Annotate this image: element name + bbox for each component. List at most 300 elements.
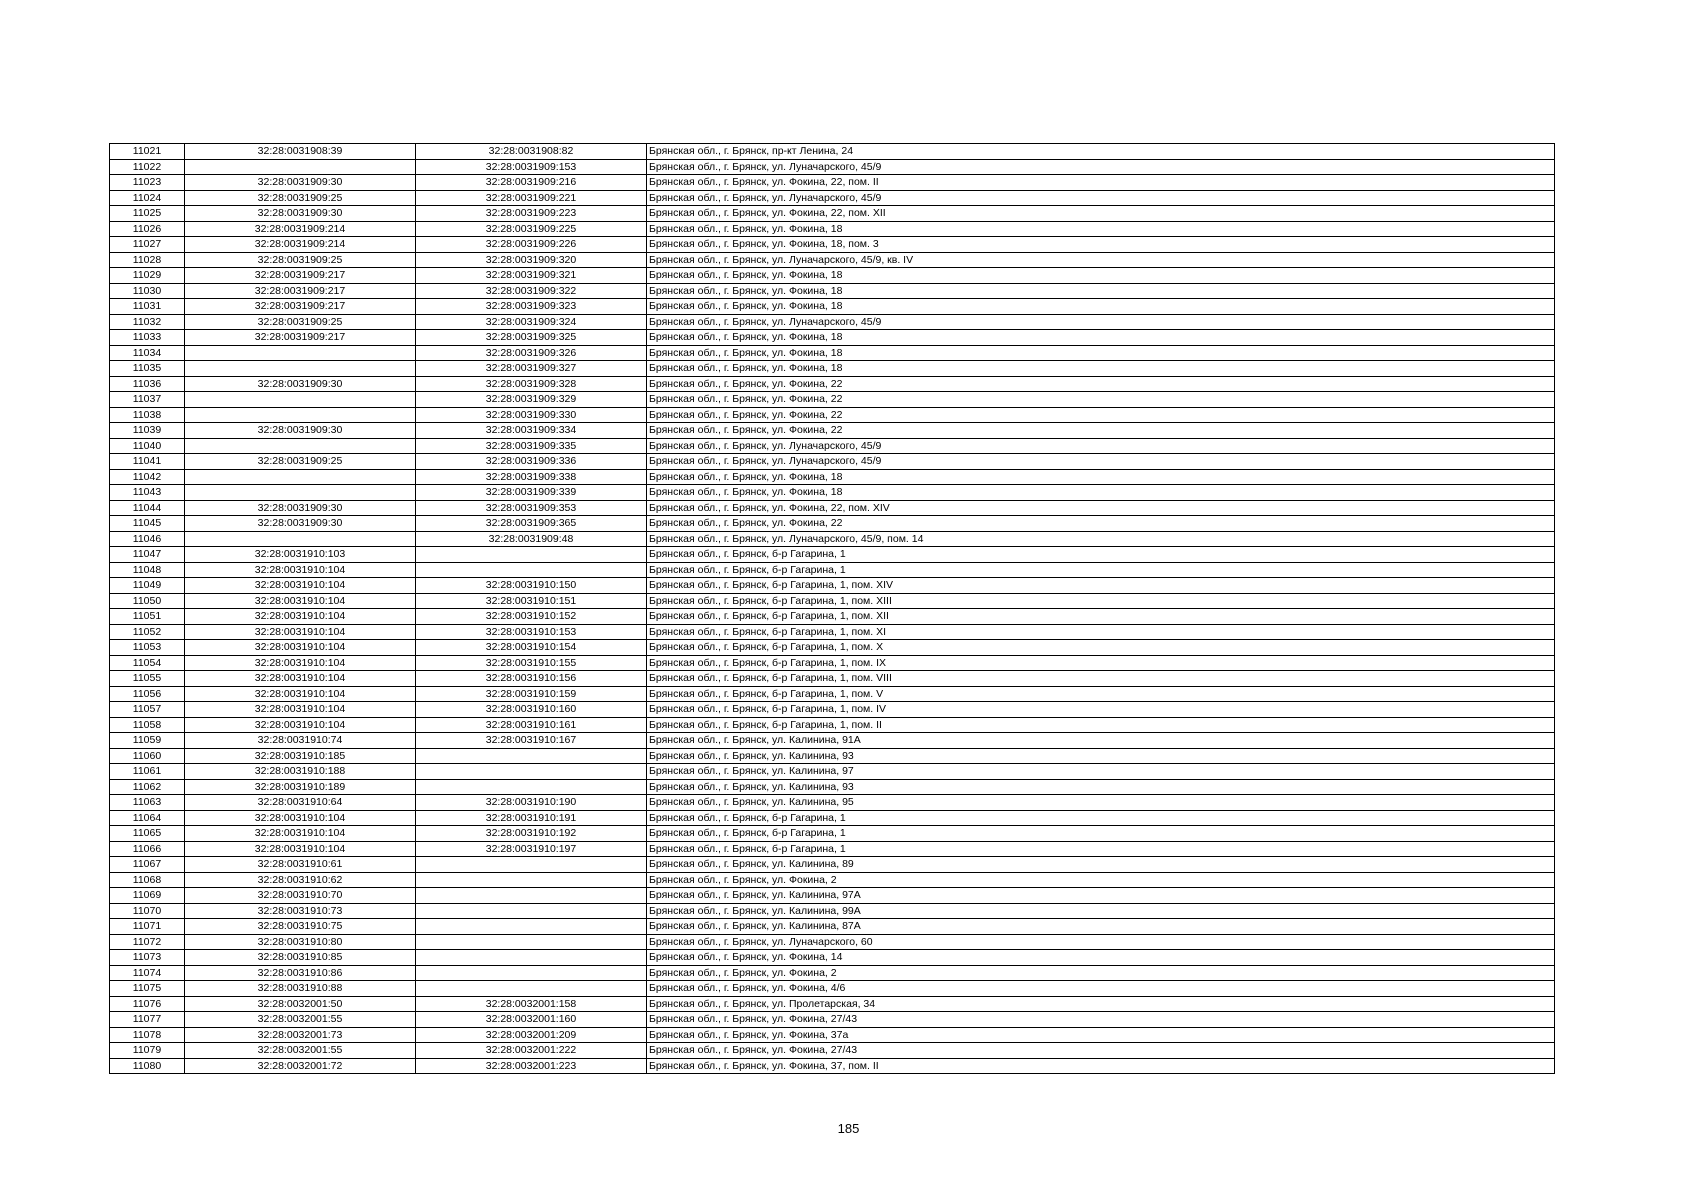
table-row — [110, 671, 1555, 687]
building-cadastral-cell — [416, 764, 647, 780]
row-number-cell: 11057 — [110, 702, 185, 718]
land-plot-cadastral-cell: 32:28:0031910:189 — [185, 779, 416, 795]
address-cell: Брянская обл., г. Брянск, ул. Фокина, 18 — [647, 221, 1555, 237]
address-cell: Брянская обл., г. Брянск, б-р Гагарина, 1, пом. II — [647, 717, 1555, 733]
land-plot-cadastral-cell: 32:28:0031910:188 — [185, 764, 416, 780]
row-number-cell: 11034 — [110, 345, 185, 361]
land-plot-cadastral-cell: 32:28:0031909:25 — [185, 252, 416, 268]
building-cadastral-cell: 32:28:0031909:330 — [416, 407, 647, 423]
table-row — [110, 795, 1555, 811]
table-row — [110, 531, 1555, 547]
land-plot-cadastral-cell — [185, 345, 416, 361]
building-cadastral-cell: 32:28:0031909:48 — [416, 531, 647, 547]
address-cell: Брянская обл., г. Брянск, ул. Фокина, 14 — [647, 950, 1555, 966]
table-row — [110, 965, 1555, 981]
building-cadastral-cell: 32:28:0031909:336 — [416, 454, 647, 470]
row-number-cell: 11045 — [110, 516, 185, 532]
row-number-cell: 11031 — [110, 299, 185, 315]
building-cadastral-cell: 32:28:0032001:223 — [416, 1058, 647, 1074]
row-number-cell: 11036 — [110, 376, 185, 392]
address-cell: Брянская обл., г. Брянск, ул. Луначарского, 45/9, кв. IV — [647, 252, 1555, 268]
row-number-cell: 11030 — [110, 283, 185, 299]
address-cell: Брянская обл., г. Брянск, ул. Фокина, 37а — [647, 1027, 1555, 1043]
page-number: 185 — [837, 1121, 860, 1136]
land-plot-cadastral-cell: 32:28:0031910:104 — [185, 593, 416, 609]
table-row — [110, 779, 1555, 795]
land-plot-cadastral-cell — [185, 159, 416, 175]
address-cell: Брянская обл., г. Брянск, ул. Калинина, 93 — [647, 748, 1555, 764]
land-plot-cadastral-cell: 32:28:0031910:85 — [185, 950, 416, 966]
land-plot-cadastral-cell: 32:28:0031909:217 — [185, 299, 416, 315]
table-row — [110, 206, 1555, 222]
address-cell: Брянская обл., г. Брянск, б-р Гагарина, 1, пом. IV — [647, 702, 1555, 718]
building-cadastral-cell: 32:28:0031910:159 — [416, 686, 647, 702]
land-plot-cadastral-cell: 32:28:0032001:55 — [185, 1012, 416, 1028]
table-row — [110, 159, 1555, 175]
address-cell: Брянская обл., г. Брянск, ул. Луначарского, 45/9 — [647, 454, 1555, 470]
address-cell: Брянская обл., г. Брянск, ул. Калинина, 87А — [647, 919, 1555, 935]
row-number-cell: 11047 — [110, 547, 185, 563]
row-number-cell: 11063 — [110, 795, 185, 811]
address-cell: Брянская обл., г. Брянск, ул. Луначарского, 60 — [647, 934, 1555, 950]
building-cadastral-cell: 32:28:0031909:321 — [416, 268, 647, 284]
table-row — [110, 1012, 1555, 1028]
row-number-cell: 11069 — [110, 888, 185, 904]
table-row — [110, 547, 1555, 563]
address-cell: Брянская обл., г. Брянск, ул. Фокина, 18 — [647, 361, 1555, 377]
table-row — [110, 764, 1555, 780]
row-number-cell: 11073 — [110, 950, 185, 966]
building-cadastral-cell: 32:28:0031909:324 — [416, 314, 647, 330]
land-plot-cadastral-cell: 32:28:0031910:64 — [185, 795, 416, 811]
row-number-cell: 11065 — [110, 826, 185, 842]
land-plot-cadastral-cell: 32:28:0031910:104 — [185, 640, 416, 656]
table-row — [110, 221, 1555, 237]
building-cadastral-cell: 32:28:0031910:150 — [416, 578, 647, 594]
address-cell: Брянская обл., г. Брянск, ул. Фокина, 22 — [647, 392, 1555, 408]
row-number-cell: 11051 — [110, 609, 185, 625]
address-cell: Брянская обл., г. Брянск, ул. Фокина, 18 — [647, 485, 1555, 501]
building-cadastral-cell: 32:28:0031909:334 — [416, 423, 647, 439]
row-number-cell: 11054 — [110, 655, 185, 671]
building-cadastral-cell: 32:28:0031910:153 — [416, 624, 647, 640]
table-row — [110, 903, 1555, 919]
land-plot-cadastral-cell: 32:28:0032001:50 — [185, 996, 416, 1012]
row-number-cell: 11040 — [110, 438, 185, 454]
address-cell: Брянская обл., г. Брянск, ул. Луначарского, 45/9 — [647, 190, 1555, 206]
row-number-cell: 11032 — [110, 314, 185, 330]
land-plot-cadastral-cell: 32:28:0031910:70 — [185, 888, 416, 904]
row-number-cell: 11074 — [110, 965, 185, 981]
land-plot-cadastral-cell: 32:28:0031910:62 — [185, 872, 416, 888]
address-cell: Брянская обл., г. Брянск, б-р Гагарина, 1 — [647, 547, 1555, 563]
building-cadastral-cell: 32:28:0031910:191 — [416, 810, 647, 826]
building-cadastral-cell: 32:28:0031909:153 — [416, 159, 647, 175]
land-plot-cadastral-cell: 32:28:0031910:104 — [185, 671, 416, 687]
table-row — [110, 144, 1555, 160]
building-cadastral-cell — [416, 981, 647, 997]
address-cell: Брянская обл., г. Брянск, ул. Луначарского, 45/9, пом. 14 — [647, 531, 1555, 547]
land-plot-cadastral-cell: 32:28:0031910:104 — [185, 826, 416, 842]
table-row — [110, 686, 1555, 702]
row-number-cell: 11023 — [110, 175, 185, 191]
table-row — [110, 593, 1555, 609]
table-row — [110, 175, 1555, 191]
land-plot-cadastral-cell: 32:28:0031909:30 — [185, 500, 416, 516]
row-number-cell: 11043 — [110, 485, 185, 501]
building-cadastral-cell: 32:28:0031909:323 — [416, 299, 647, 315]
land-plot-cadastral-cell: 32:28:0031910:104 — [185, 609, 416, 625]
property-table — [109, 143, 1555, 1074]
building-cadastral-cell — [416, 919, 647, 935]
land-plot-cadastral-cell: 32:28:0031910:104 — [185, 624, 416, 640]
land-plot-cadastral-cell: 32:28:0031910:104 — [185, 810, 416, 826]
building-cadastral-cell: 32:28:0031910:192 — [416, 826, 647, 842]
address-cell: Брянская обл., г. Брянск, ул. Фокина, 22 — [647, 407, 1555, 423]
table-row — [110, 655, 1555, 671]
land-plot-cadastral-cell: 32:28:0031909:30 — [185, 516, 416, 532]
row-number-cell: 11066 — [110, 841, 185, 857]
address-cell: Брянская обл., г. Брянск, ул. Луначарского, 45/9 — [647, 314, 1555, 330]
land-plot-cadastral-cell: 32:28:0031909:214 — [185, 221, 416, 237]
building-cadastral-cell: 32:28:0031909:320 — [416, 252, 647, 268]
address-cell: Брянская обл., г. Брянск, ул. Фокина, 37, пом. II — [647, 1058, 1555, 1074]
building-cadastral-cell — [416, 748, 647, 764]
row-number-cell: 11033 — [110, 330, 185, 346]
land-plot-cadastral-cell: 32:28:0031909:25 — [185, 314, 416, 330]
row-number-cell: 11038 — [110, 407, 185, 423]
building-cadastral-cell: 32:28:0031909:335 — [416, 438, 647, 454]
table-row — [110, 841, 1555, 857]
address-cell: Брянская обл., г. Брянск, б-р Гагарина, 1, пом. V — [647, 686, 1555, 702]
building-cadastral-cell: 32:28:0031910:155 — [416, 655, 647, 671]
address-cell: Брянская обл., г. Брянск, б-р Гагарина, 1, пом. XIV — [647, 578, 1555, 594]
building-cadastral-cell: 32:28:0031910:156 — [416, 671, 647, 687]
table-row — [110, 1058, 1555, 1074]
address-cell: Брянская обл., г. Брянск, ул. Фокина, 18, пом. 3 — [647, 237, 1555, 253]
address-cell: Брянская обл., г. Брянск, ул. Фокина, 22, пом. XII — [647, 206, 1555, 222]
building-cadastral-cell — [416, 950, 647, 966]
table-row — [110, 252, 1555, 268]
land-plot-cadastral-cell: 32:28:0031909:217 — [185, 330, 416, 346]
building-cadastral-cell: 32:28:0032001:222 — [416, 1043, 647, 1059]
land-plot-cadastral-cell: 32:28:0031910:104 — [185, 717, 416, 733]
address-cell: Брянская обл., г. Брянск, б-р Гагарина, 1 — [647, 562, 1555, 578]
table-row — [110, 857, 1555, 873]
address-cell: Брянская обл., г. Брянск, ул. Калинина, 89 — [647, 857, 1555, 873]
land-plot-cadastral-cell: 32:28:0031910:185 — [185, 748, 416, 764]
land-plot-cadastral-cell: 32:28:0031910:103 — [185, 547, 416, 563]
row-number-cell: 11046 — [110, 531, 185, 547]
address-cell: Брянская обл., г. Брянск, ул. Пролетарская, 34 — [647, 996, 1555, 1012]
land-plot-cadastral-cell: 32:28:0031909:25 — [185, 454, 416, 470]
land-plot-cadastral-cell — [185, 531, 416, 547]
land-plot-cadastral-cell: 32:28:0031909:214 — [185, 237, 416, 253]
address-cell: Брянская обл., г. Брянск, ул. Фокина, 18 — [647, 330, 1555, 346]
address-cell: Брянская обл., г. Брянск, ул. Луначарского, 45/9 — [647, 438, 1555, 454]
address-cell: Брянская обл., г. Брянск, ул. Фокина, 27/43 — [647, 1012, 1555, 1028]
table-row — [110, 1043, 1555, 1059]
address-cell: Брянская обл., г. Брянск, ул. Фокина, 18 — [647, 469, 1555, 485]
row-number-cell: 11068 — [110, 872, 185, 888]
building-cadastral-cell: 32:28:0031909:339 — [416, 485, 647, 501]
building-cadastral-cell: 32:28:0031910:160 — [416, 702, 647, 718]
row-number-cell: 11050 — [110, 593, 185, 609]
row-number-cell: 11076 — [110, 996, 185, 1012]
table-row — [110, 996, 1555, 1012]
table-row — [110, 702, 1555, 718]
land-plot-cadastral-cell: 32:28:0031910:104 — [185, 578, 416, 594]
land-plot-cadastral-cell: 32:28:0031908:39 — [185, 144, 416, 160]
row-number-cell: 11027 — [110, 237, 185, 253]
row-number-cell: 11025 — [110, 206, 185, 222]
building-cadastral-cell: 32:28:0032001:209 — [416, 1027, 647, 1043]
address-cell: Брянская обл., г. Брянск, ул. Калинина, 93 — [647, 779, 1555, 795]
land-plot-cadastral-cell: 32:28:0031909:25 — [185, 190, 416, 206]
row-number-cell: 11039 — [110, 423, 185, 439]
address-cell: Брянская обл., г. Брянск, ул. Фокина, 27/43 — [647, 1043, 1555, 1059]
table-row — [110, 299, 1555, 315]
building-cadastral-cell — [416, 934, 647, 950]
land-plot-cadastral-cell: 32:28:0031910:104 — [185, 655, 416, 671]
land-plot-cadastral-cell: 32:28:0031910:75 — [185, 919, 416, 935]
address-cell: Брянская обл., г. Брянск, ул. Фокина, 4/6 — [647, 981, 1555, 997]
building-cadastral-cell: 32:28:0031909:327 — [416, 361, 647, 377]
table-row — [110, 872, 1555, 888]
land-plot-cadastral-cell — [185, 407, 416, 423]
table-row — [110, 1027, 1555, 1043]
row-number-cell: 11055 — [110, 671, 185, 687]
table-row — [110, 407, 1555, 423]
address-cell: Брянская обл., г. Брянск, б-р Гагарина, 1, пом. VIII — [647, 671, 1555, 687]
row-number-cell: 11048 — [110, 562, 185, 578]
row-number-cell: 11049 — [110, 578, 185, 594]
table-row — [110, 190, 1555, 206]
table-row — [110, 361, 1555, 377]
table-row — [110, 609, 1555, 625]
row-number-cell: 11028 — [110, 252, 185, 268]
address-cell: Брянская обл., г. Брянск, б-р Гагарина, 1, пом. XI — [647, 624, 1555, 640]
row-number-cell: 11042 — [110, 469, 185, 485]
table-row — [110, 888, 1555, 904]
land-plot-cadastral-cell: 32:28:0031909:30 — [185, 175, 416, 191]
building-cadastral-cell: 32:28:0031909:338 — [416, 469, 647, 485]
table-row — [110, 810, 1555, 826]
land-plot-cadastral-cell: 32:28:0031909:30 — [185, 376, 416, 392]
table-row — [110, 717, 1555, 733]
row-number-cell: 11060 — [110, 748, 185, 764]
table-row — [110, 919, 1555, 935]
building-cadastral-cell: 32:28:0031910:161 — [416, 717, 647, 733]
row-number-cell: 11061 — [110, 764, 185, 780]
land-plot-cadastral-cell: 32:28:0031910:86 — [185, 965, 416, 981]
row-number-cell: 11064 — [110, 810, 185, 826]
address-cell: Брянская обл., г. Брянск, ул. Фокина, 18 — [647, 283, 1555, 299]
building-cadastral-cell: 32:28:0031909:223 — [416, 206, 647, 222]
row-number-cell: 11044 — [110, 500, 185, 516]
building-cadastral-cell — [416, 562, 647, 578]
address-cell: Брянская обл., г. Брянск, ул. Калинина, 99А — [647, 903, 1555, 919]
address-cell: Брянская обл., г. Брянск, ул. Фокина, 22, пом. II — [647, 175, 1555, 191]
table-row — [110, 934, 1555, 950]
land-plot-cadastral-cell — [185, 438, 416, 454]
address-cell: Брянская обл., г. Брянск, б-р Гагарина, 1 — [647, 810, 1555, 826]
row-number-cell: 11053 — [110, 640, 185, 656]
building-cadastral-cell: 32:28:0031909:216 — [416, 175, 647, 191]
address-cell: Брянская обл., г. Брянск, ул. Калинина, 97А — [647, 888, 1555, 904]
address-cell: Брянская обл., г. Брянск, ул. Фокина, 22, пом. XIV — [647, 500, 1555, 516]
address-cell: Брянская обл., г. Брянск, ул. Калинина, 95 — [647, 795, 1555, 811]
address-cell: Брянская обл., г. Брянск, ул. Фокина, 18 — [647, 268, 1555, 284]
land-plot-cadastral-cell — [185, 485, 416, 501]
address-cell: Брянская обл., г. Брянск, б-р Гагарина, 1, пом. XII — [647, 609, 1555, 625]
building-cadastral-cell: 32:28:0031910:167 — [416, 733, 647, 749]
land-plot-cadastral-cell — [185, 469, 416, 485]
table-row — [110, 624, 1555, 640]
row-number-cell: 11041 — [110, 454, 185, 470]
address-cell: Брянская обл., г. Брянск, б-р Гагарина, 1 — [647, 826, 1555, 842]
building-cadastral-cell: 32:28:0031910:190 — [416, 795, 647, 811]
building-cadastral-cell: 32:28:0031910:197 — [416, 841, 647, 857]
address-cell: Брянская обл., г. Брянск, ул. Фокина, 2 — [647, 965, 1555, 981]
building-cadastral-cell — [416, 888, 647, 904]
table-row — [110, 283, 1555, 299]
address-cell: Брянская обл., г. Брянск, пр-кт Ленина, 24 — [647, 144, 1555, 160]
row-number-cell: 11026 — [110, 221, 185, 237]
table-row — [110, 516, 1555, 532]
row-number-cell: 11062 — [110, 779, 185, 795]
table-row — [110, 950, 1555, 966]
land-plot-cadastral-cell: 32:28:0031910:74 — [185, 733, 416, 749]
building-cadastral-cell — [416, 965, 647, 981]
table-row — [110, 438, 1555, 454]
land-plot-cadastral-cell — [185, 361, 416, 377]
row-number-cell: 11080 — [110, 1058, 185, 1074]
row-number-cell: 11067 — [110, 857, 185, 873]
building-cadastral-cell: 32:28:0031908:82 — [416, 144, 647, 160]
address-cell: Брянская обл., г. Брянск, ул. Фокина, 22 — [647, 376, 1555, 392]
row-number-cell: 11078 — [110, 1027, 185, 1043]
address-cell: Брянская обл., г. Брянск, б-р Гагарина, 1, пом. XIII — [647, 593, 1555, 609]
land-plot-cadastral-cell: 32:28:0032001:55 — [185, 1043, 416, 1059]
address-cell: Брянская обл., г. Брянск, ул. Калинина, 91А — [647, 733, 1555, 749]
building-cadastral-cell: 32:28:0031909:329 — [416, 392, 647, 408]
building-cadastral-cell: 32:28:0031909:328 — [416, 376, 647, 392]
row-number-cell: 11056 — [110, 686, 185, 702]
building-cadastral-cell: 32:28:0032001:160 — [416, 1012, 647, 1028]
table-row — [110, 237, 1555, 253]
table-row — [110, 423, 1555, 439]
address-cell: Брянская обл., г. Брянск, б-р Гагарина, 1 — [647, 841, 1555, 857]
table-row — [110, 345, 1555, 361]
table-row — [110, 376, 1555, 392]
building-cadastral-cell: 32:28:0031909:322 — [416, 283, 647, 299]
building-cadastral-cell: 32:28:0031910:154 — [416, 640, 647, 656]
table-row — [110, 562, 1555, 578]
building-cadastral-cell: 32:28:0031909:221 — [416, 190, 647, 206]
land-plot-cadastral-cell: 32:28:0031910:104 — [185, 841, 416, 857]
land-plot-cadastral-cell: 32:28:0031910:104 — [185, 686, 416, 702]
table-row — [110, 392, 1555, 408]
land-plot-cadastral-cell: 32:28:0031910:73 — [185, 903, 416, 919]
row-number-cell: 11024 — [110, 190, 185, 206]
building-cadastral-cell: 32:28:0031910:151 — [416, 593, 647, 609]
address-cell: Брянская обл., г. Брянск, ул. Фокина, 18 — [647, 299, 1555, 315]
building-cadastral-cell — [416, 547, 647, 563]
table-row — [110, 748, 1555, 764]
table-row — [110, 733, 1555, 749]
land-plot-cadastral-cell: 32:28:0031910:88 — [185, 981, 416, 997]
building-cadastral-cell — [416, 872, 647, 888]
table-row — [110, 314, 1555, 330]
building-cadastral-cell: 32:28:0031909:365 — [416, 516, 647, 532]
address-cell: Брянская обл., г. Брянск, ул. Фокина, 2 — [647, 872, 1555, 888]
row-number-cell: 11059 — [110, 733, 185, 749]
row-number-cell: 11077 — [110, 1012, 185, 1028]
land-plot-cadastral-cell: 32:28:0031909:30 — [185, 423, 416, 439]
building-cadastral-cell: 32:28:0031910:152 — [416, 609, 647, 625]
row-number-cell: 11021 — [110, 144, 185, 160]
land-plot-cadastral-cell: 32:28:0031909:217 — [185, 268, 416, 284]
row-number-cell: 11022 — [110, 159, 185, 175]
row-number-cell: 11071 — [110, 919, 185, 935]
row-number-cell: 11058 — [110, 717, 185, 733]
address-cell: Брянская обл., г. Брянск, б-р Гагарина, 1, пом. X — [647, 640, 1555, 656]
building-cadastral-cell — [416, 779, 647, 795]
address-cell: Брянская обл., г. Брянск, б-р Гагарина, 1, пом. IX — [647, 655, 1555, 671]
table-row — [110, 578, 1555, 594]
building-cadastral-cell: 32:28:0031909:353 — [416, 500, 647, 516]
land-plot-cadastral-cell: 32:28:0031909:30 — [185, 206, 416, 222]
table-row — [110, 826, 1555, 842]
table-row — [110, 454, 1555, 470]
land-plot-cadastral-cell: 32:28:0032001:73 — [185, 1027, 416, 1043]
row-number-cell: 11052 — [110, 624, 185, 640]
building-cadastral-cell — [416, 903, 647, 919]
table-row — [110, 268, 1555, 284]
table-row — [110, 500, 1555, 516]
land-plot-cadastral-cell: 32:28:0031910:104 — [185, 702, 416, 718]
address-cell: Брянская обл., г. Брянск, ул. Фокина, 22 — [647, 516, 1555, 532]
building-cadastral-cell: 32:28:0031909:226 — [416, 237, 647, 253]
building-cadastral-cell: 32:28:0031909:326 — [416, 345, 647, 361]
table-row — [110, 330, 1555, 346]
row-number-cell: 11072 — [110, 934, 185, 950]
land-plot-cadastral-cell: 32:28:0031910:80 — [185, 934, 416, 950]
row-number-cell: 11037 — [110, 392, 185, 408]
land-plot-cadastral-cell: 32:28:0031910:61 — [185, 857, 416, 873]
building-cadastral-cell: 32:28:0031909:225 — [416, 221, 647, 237]
land-plot-cadastral-cell — [185, 392, 416, 408]
row-number-cell: 11035 — [110, 361, 185, 377]
table-row — [110, 485, 1555, 501]
address-cell: Брянская обл., г. Брянск, ул. Фокина, 22 — [647, 423, 1555, 439]
building-cadastral-cell — [416, 857, 647, 873]
land-plot-cadastral-cell: 32:28:0032001:72 — [185, 1058, 416, 1074]
land-plot-cadastral-cell: 32:28:0031910:104 — [185, 562, 416, 578]
table-row — [110, 469, 1555, 485]
row-number-cell: 11070 — [110, 903, 185, 919]
land-plot-cadastral-cell: 32:28:0031909:217 — [185, 283, 416, 299]
building-cadastral-cell: 32:28:0032001:158 — [416, 996, 647, 1012]
building-cadastral-cell: 32:28:0031909:325 — [416, 330, 647, 346]
row-number-cell: 11075 — [110, 981, 185, 997]
table-body — [110, 144, 1555, 1074]
address-cell: Брянская обл., г. Брянск, ул. Фокина, 18 — [647, 345, 1555, 361]
row-number-cell: 11079 — [110, 1043, 185, 1059]
row-number-cell: 11029 — [110, 268, 185, 284]
table-row — [110, 981, 1555, 997]
